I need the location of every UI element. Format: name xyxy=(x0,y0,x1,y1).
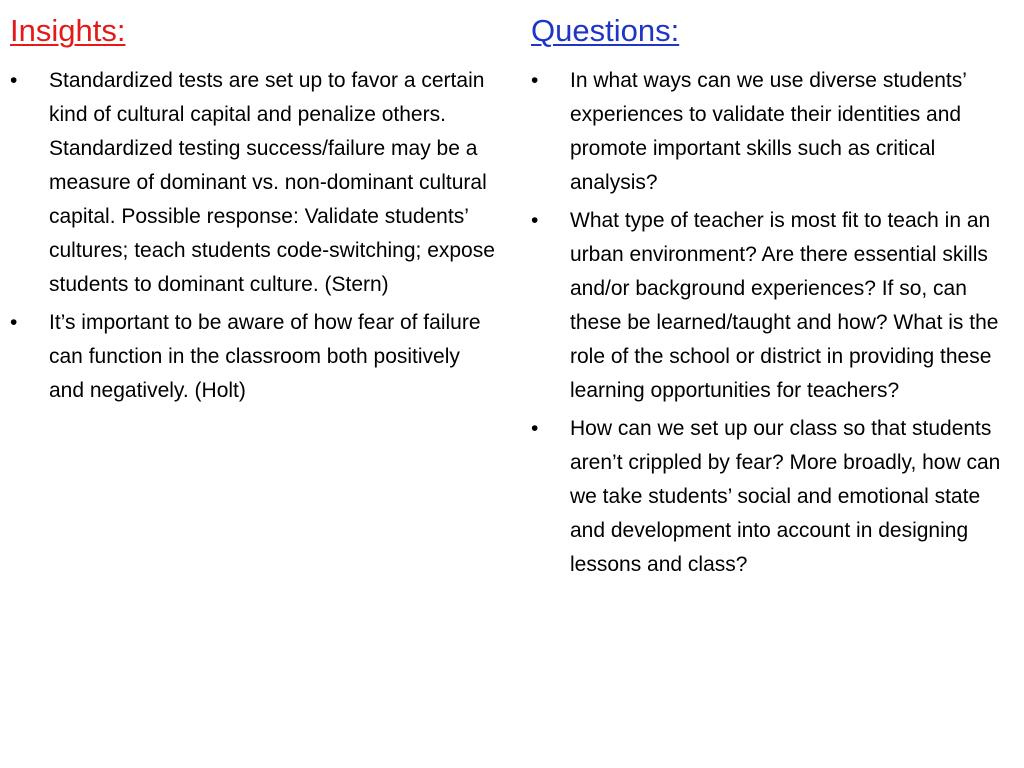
questions-bullet-item xyxy=(531,64,1019,200)
questions-heading: Questions: xyxy=(531,13,680,48)
insights-heading: Insights: xyxy=(10,13,126,48)
insights-bullet-item xyxy=(10,306,495,408)
insights-bullet-text: Standardized tests are set up to favor a certain kind of cultural capital and penalize others. Standardized testing success/failure may be a measure of dominant vs. non-dominant cultural capital. Possible response: Validate students’ cultures; teach students code-switching; expose students to dominant culture. (Stern) xyxy=(49,69,495,296)
bullet-icon: • xyxy=(531,417,539,440)
questions-column xyxy=(531,8,1019,586)
insights-bullet-list xyxy=(10,64,495,408)
questions-bullet-list xyxy=(531,64,1019,582)
bullet-icon: • xyxy=(531,209,539,232)
insights-bullet-item xyxy=(10,64,495,302)
insights-bullet-text: It’s important to be aware of how fear of failure can function in the classroom both positively and negatively. (Holt) xyxy=(49,311,481,402)
bullet-icon: • xyxy=(10,69,18,92)
bullet-icon: • xyxy=(10,311,18,334)
questions-bullet-item xyxy=(531,412,1019,582)
questions-bullet-text: What type of teacher is most fit to teach in an urban environment? Are there essential skills and/or background experiences? If so, can these be learned/taught and how? What is the role of the school or district in providing these learning opportunities for teachers? xyxy=(570,209,999,402)
questions-bullet-item xyxy=(531,204,1019,408)
bullet-icon: • xyxy=(531,69,539,92)
questions-bullet-text: In what ways can we use diverse students’ experiences to validate their identities and promote important skills such as critical analysis? xyxy=(570,69,967,194)
insights-column xyxy=(10,8,495,412)
questions-bullet-text: How can we set up our class so that students aren’t crippled by fear? More broadly, how can we take students’ social and emotional state and development into account in designing lessons and class? xyxy=(570,417,1001,576)
